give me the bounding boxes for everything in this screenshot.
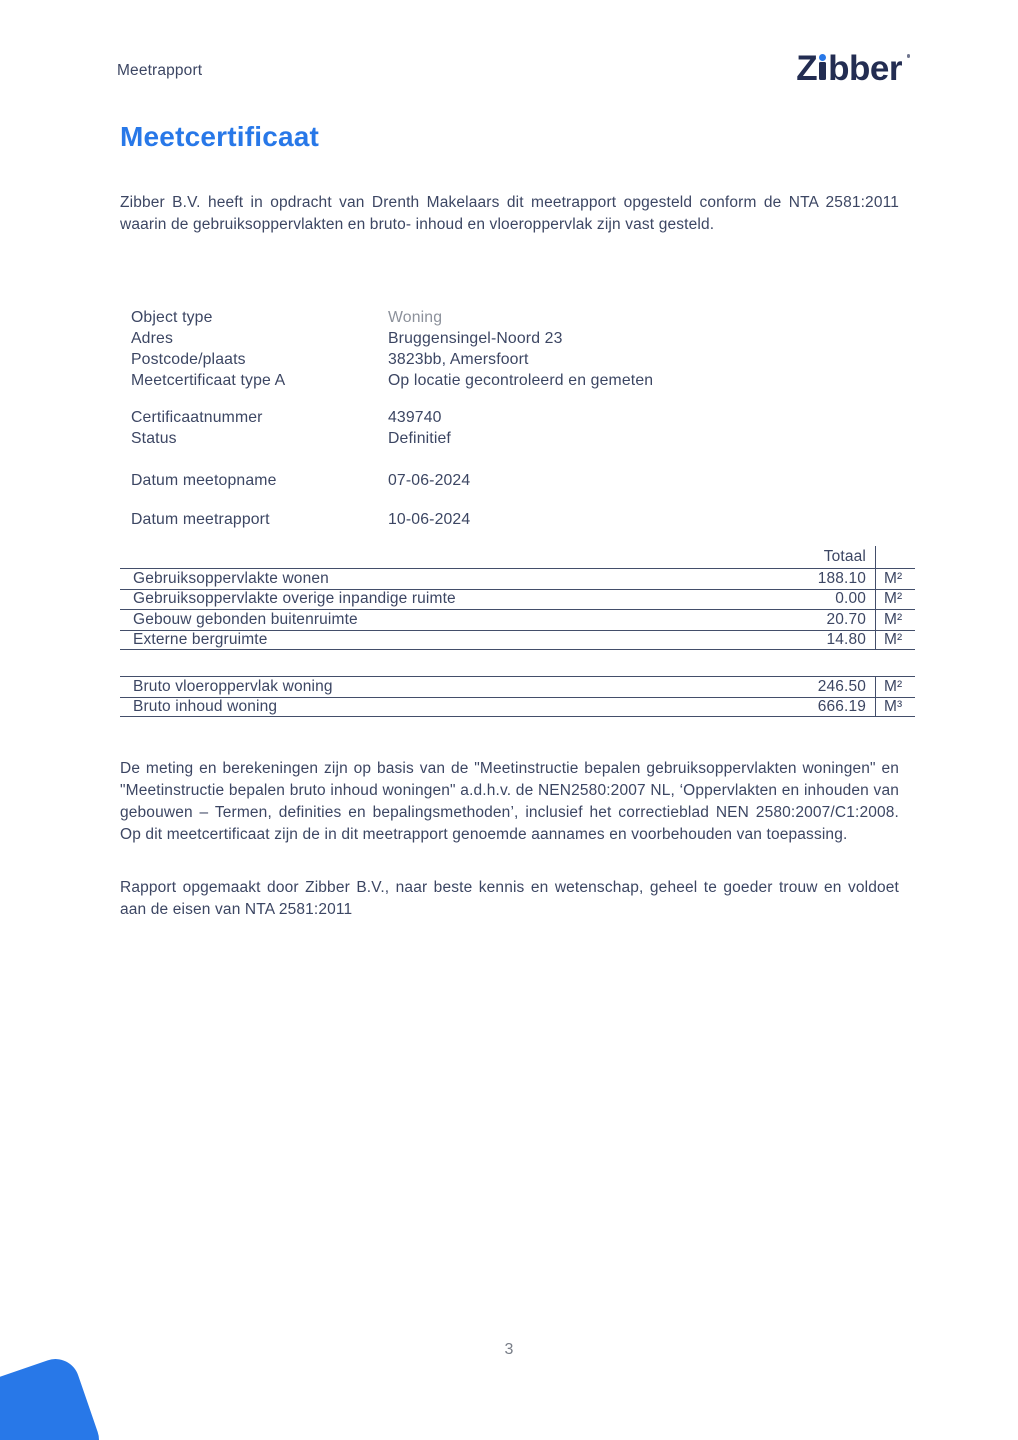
page-title: Meetcertificaat bbox=[120, 121, 320, 152]
table-header-row bbox=[120, 546, 915, 568]
row-label: Bruto inhoud woning bbox=[133, 697, 278, 715]
row-label: Gebruiksoppervlakte overige inpandige ruimte bbox=[133, 590, 456, 608]
row-label: Bruto vloeroppervlak woning bbox=[133, 677, 333, 695]
detail-label: Object type bbox=[131, 309, 213, 326]
row-value: 188.10 bbox=[817, 569, 866, 587]
legal-paragraph: De meting en berekeningen zijn op basis van de "Meetinstructie bepalen gebruiksoppervlakten woningen" en "Meetinstructie bepalen bruto inhoud woningen" a.d.h.v. de NEN2580:2007 NL, ‘Oppervlakten en inhouden van gebouwen – Termen, definities en bepalingsmethoden’, inclusief het correctieblad NEN 2580:2007/C1:2008. Op dit meetcertificaat zijn de in dit meetrapport genoemde aannames en voorbehouden van toepassing. bbox=[120, 760, 899, 843]
detail-label: Status bbox=[131, 430, 177, 447]
detail-row-datum-meetrapport bbox=[131, 509, 851, 530]
surface-areas-table bbox=[120, 546, 915, 650]
detail-label: Datum meetopname bbox=[131, 472, 277, 489]
detail-row-postcode bbox=[131, 349, 851, 370]
intro-paragraph: Zibber B.V. heeft in opdracht van Drenth Makelaars dit meetrapport opgesteld conform de NTA 2581:2011 waarin de gebruiksoppervlakten en bruto- inhoud en vloeroppervlak zijn vast gesteld. bbox=[120, 194, 899, 233]
row-label: Gebruiksoppervlakte wonen bbox=[133, 569, 329, 587]
logo-i-stem bbox=[819, 62, 826, 80]
detail-label: Certificaatnummer bbox=[131, 409, 263, 426]
row-unit: M² bbox=[875, 590, 915, 610]
detail-value: 439740 bbox=[388, 409, 442, 426]
row-unit: M² bbox=[875, 677, 915, 697]
row-value: 14.80 bbox=[826, 630, 866, 648]
page-number: 3 bbox=[504, 1341, 514, 1358]
detail-row-certificaat-type bbox=[131, 370, 851, 391]
table-row bbox=[120, 697, 915, 718]
detail-row-datum-meetopname bbox=[131, 470, 851, 491]
row-label: Gebouw gebonden buitenruimte bbox=[133, 610, 358, 628]
row-value: 0.00 bbox=[835, 590, 866, 608]
table-row bbox=[120, 609, 915, 630]
logo-letters-rest: bber bbox=[828, 49, 902, 88]
report-type-label: Meetrapport bbox=[117, 62, 203, 79]
row-unit: M² bbox=[875, 569, 915, 589]
gross-totals-table bbox=[120, 676, 915, 717]
detail-value: Op locatie gecontroleerd en gemeten bbox=[388, 372, 654, 389]
trademark-dot bbox=[907, 54, 911, 58]
totaal-header: Totaal bbox=[823, 548, 866, 565]
row-label: Externe bergruimte bbox=[133, 630, 268, 648]
certificate-details bbox=[131, 307, 851, 530]
table-row bbox=[120, 630, 915, 651]
detail-label: Datum meetrapport bbox=[131, 511, 270, 528]
closing-paragraph: Rapport opgemaakt door Zibber B.V., naar beste kennis en wetenschap, geheel te goeder trouw en voldoet aan de eisen van NTA 2581:2011 bbox=[120, 879, 899, 918]
row-unit: M² bbox=[875, 610, 915, 630]
detail-value: Bruggensingel-Noord 23 bbox=[388, 330, 563, 347]
detail-value: Definitief bbox=[388, 430, 451, 447]
detail-label: Meetcertificaat type A bbox=[131, 372, 286, 389]
detail-value: 10-06-2024 bbox=[388, 511, 471, 528]
detail-row-certificaatnummer bbox=[131, 407, 851, 428]
detail-row-object-type bbox=[131, 307, 851, 328]
table-row bbox=[120, 589, 915, 610]
table-row bbox=[120, 568, 915, 589]
row-value: 666.19 bbox=[817, 697, 866, 715]
table-row bbox=[120, 676, 915, 697]
row-value: 20.70 bbox=[826, 610, 866, 628]
corner-decoration-shape bbox=[0, 1353, 105, 1440]
detail-value: 07-06-2024 bbox=[388, 472, 471, 489]
logo-i-dot bbox=[819, 54, 826, 61]
logo-letter-z: Z bbox=[796, 49, 818, 88]
row-value: 246.50 bbox=[817, 677, 866, 695]
row-unit: M² bbox=[875, 631, 915, 650]
detail-row-adres bbox=[131, 328, 851, 349]
detail-value: 3823bb, Amersfoort bbox=[388, 351, 529, 368]
detail-value: Woning bbox=[388, 309, 443, 326]
detail-row-status bbox=[131, 428, 851, 449]
row-unit: M³ bbox=[875, 698, 915, 717]
detail-label: Adres bbox=[131, 330, 174, 347]
unit-header-spacer bbox=[875, 546, 915, 568]
zibber-logo bbox=[796, 50, 902, 88]
detail-label: Postcode/plaats bbox=[131, 351, 246, 368]
logo-letter-i bbox=[819, 54, 826, 80]
